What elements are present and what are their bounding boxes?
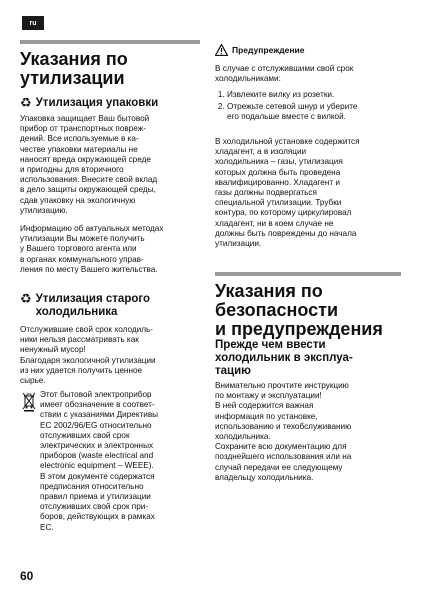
old-fridge-heading [20, 293, 150, 319]
safety-title: Указания по безопасности и предупреждения [215, 281, 383, 339]
warning-step: 1. Извлеките вилку из розетки. [227, 90, 357, 100]
recycle-icon: ♻ [20, 291, 32, 306]
before-use-heading: Прежде чем ввести холодильник в эксплуа- тацию [215, 339, 353, 377]
packaging-heading [20, 97, 158, 110]
packaging-info-text: Информацию об актуальных методах утилизации Вы можете получить у Вашего торгового агента или в органах коммунального управ- ления по месту Вашего жительства. [20, 224, 164, 274]
warning-icon [215, 44, 228, 56]
disposal-title: Указания по утилизации [20, 49, 128, 88]
warning-label: Предупреждение [232, 45, 305, 55]
recycle-icon: ♻ [20, 95, 32, 110]
warning-header [215, 44, 304, 56]
warning-steps [215, 90, 357, 125]
warning-step: 2. Отрежьте сетевой шнур и уберите его подальше вместе с вилкой. [227, 102, 357, 122]
warning-intro: В случае с отслужившими свой срок холодильниками: [215, 64, 354, 84]
language-tab: ru [22, 16, 44, 30]
section-rule [20, 40, 200, 44]
before-use-text: Внимательно прочтите инструкцию по монтажу и эксплуатации! В ней содержится важная информация по установке, использованию и техобслуживанию холодильника. Сохраните всю документацию для позднейшего использования или на случай передачи ее следующему владельцу холодильника. [215, 381, 352, 482]
old-fridge-heading-text: Утилизация старого холодильника [35, 293, 151, 318]
old-fridge-text: Отслужившие свой срок холодиль- ники нельзя рассматривать как ненужный мусор! Благодаря экологичной утилизации из них удается получить ценное сырье. [20, 325, 156, 386]
weee-text: Этот бытовой электроприбор имеет обозначение в соответ- ствии с указаниями Директивы ЕС 2002/96/EG относительно отслуживших свой срок электрических и электронных приборов (waste electrical and electronic equipment – WEEE). В этом документе содержатся предписания относительно правил приема и утилизации отслуживших свой срок при- боров, действующих в рамках ЕС. [40, 390, 159, 532]
section-rule [215, 272, 401, 276]
packaging-heading-text: Утилизация упаковки [35, 97, 159, 109]
packaging-text: Упаковка защищает Ваш бытовой прибор от транспортных повреж- дений. Все используемые в ка- честве упаковки материалы не наносят вреда окружающей среде и пригодны для вторичного использования. Внесите свой вклад в дело защиты окружающей среды, сдав упаковку на экологичную утилизацию. [20, 114, 158, 215]
refrigerant-text: В холодильной установке содержится хладагент, а в изоляции холодильника – газы, утилизация которых должна быть проведена квалифицированно. Хладагент и газы должны подвергаться специальной утилизации. Трубки контура, по которому циркулировал хладагент, ни в коем случае не должны быть повреждены до начала утилизации. [215, 137, 360, 249]
crossed-bin-icon [22, 392, 36, 412]
page-number: 60 [20, 569, 34, 583]
